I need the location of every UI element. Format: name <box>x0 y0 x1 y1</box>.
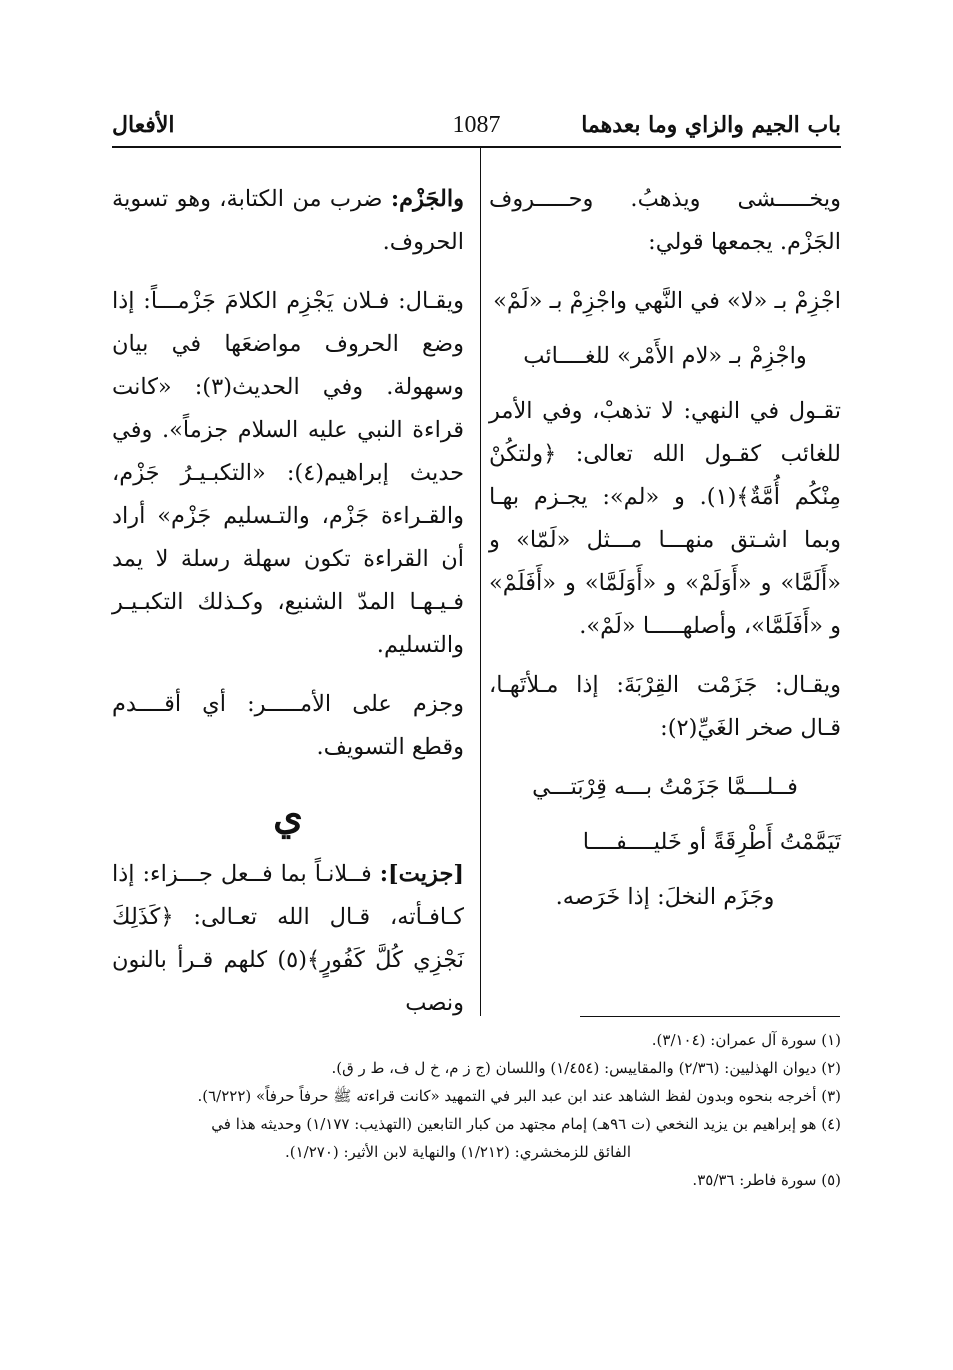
paragraph: ويخـــــشى ويذهبُ. وحـــــروف الجَزْم. يجمعها قولي: <box>489 186 841 255</box>
paragraph: ويقـال: فـلان يَجْزِم الكلامَ جَزْمـــاً: إذا وضع الحروف مواضعَها في بيان وسهولة. وفي الحديث(٣): «كانت قراءة النبي عليه السلام جزماً». وفي حديث إبراهيم(٤): «التكبـيـرُ جَزْم، والقـراءة جَزْم، والتـسليم جَزْم» أراد أن القراءة تكون سهلة رسلة لا يمد فـيـهـا المدّ الشنيع، وكـذلك التكبـيـر والتسليم. <box>112 288 464 658</box>
right-column <box>489 178 841 935</box>
left-column <box>112 178 464 1041</box>
verse-line: واجْزِمْ بـ «لام الأَمْر» للغــــائب <box>523 343 807 369</box>
footnotes <box>111 1026 841 1194</box>
section-title: باب الجيم والزاي وما بعدهما <box>581 112 841 138</box>
footnote-continuation: الفائق للزمخشري: (١/٢١٢) والنهاية لابن الأثير: (١/٢٧٠). <box>284 1143 631 1161</box>
header-rule <box>112 146 841 148</box>
column-divider <box>480 148 481 1016</box>
paragraph: تقـول في النهي: لا تذهبْ، وفي الأمر للغائب كقـول الله تعالى: ﴿ولتكُنْ مِنْكُم أُمَّةٌ﴾(١). و «لم»: يجـزم بهـا وبما اشـتق منهـــا مـــثل «لَمّا» و «أَلَمَّا» و «أَوَلَمْ» و «أَوَلَمَّا» و «أَفَلَمْ» و «أَفَلَمَّا»، وأصلهـــــا «لَمْ». <box>489 398 841 639</box>
paragraph: ويقـال: جَزَمْت القِرْبَةَ: إذا مـلأتَهـا، قـال صخر الغَيِّ(٢): <box>489 672 841 741</box>
paragraph: وجزم على الأمـــــر: أي أقــــدم وقطع التسويف. <box>112 691 464 760</box>
page-header <box>112 112 841 142</box>
definition: ضرب من الكتابة، وهو تسوية الحروف. <box>112 186 464 255</box>
paragraph <box>112 178 464 264</box>
footnote: (١) سورة آل عمران: (٣/١٠٤). <box>651 1031 841 1049</box>
verse-line: اجْزِمْ بـ «لا» في النَّهي واجْزِمْ بـ «لَمْ» <box>493 288 841 314</box>
footnote: (٣) أخرجه بنحوه وبدون لفظ الشاهد عند ابن عبد البر في التمهيد «كانت قراءته ﷺ حرفاً حرفاً» (٦/٢٢٢). <box>197 1087 841 1105</box>
definition: فــلانـاً بما فــعل جـــزاء: إذا كـافـأته، قـال الله تعـالى: ﴿كَذَلِكَ نَجْزِي كُلَّ كَفُورٍ﴾(٥) كلهم قـرأ بالنون ونصب <box>112 861 464 1016</box>
verse-line: تَيَمَّمْتُ أَطْرِقَةً أو خَليــــفــــا <box>582 829 841 855</box>
section-letter: ي <box>273 793 303 838</box>
footnote: (٤) هو إبراهيم بن يزيد النخعي (ت ٩٦هـ) إمام مجتهد من كبار التابعين (التهذيب: ١/١٧٧) وحديثه هذا في <box>211 1115 841 1133</box>
footnote: (٢) ديوان الهذليين: (٢/٣٦) والمقاييس: (١/٤٥٤) واللسان (ج ز م، خ ل ف، ط ر ق). <box>331 1059 841 1077</box>
paragraph <box>112 853 464 1025</box>
headword: والجَزْم: <box>390 186 464 212</box>
footnote: (٥) سورة فاطر: ٣٥/٣٦. <box>692 1171 841 1189</box>
page-number: 1087 <box>452 112 501 138</box>
headword: [جزيت]: <box>379 861 464 887</box>
category-title: الأفعال <box>112 112 175 138</box>
verse-line: فــلـــمَّا جَزَمْتُ بـــه قِرْبَتـــي <box>532 774 798 800</box>
paragraph: وجَزَم النخلَ: إذا خَرَصه. <box>555 884 775 910</box>
footnote-rule <box>580 1016 840 1017</box>
